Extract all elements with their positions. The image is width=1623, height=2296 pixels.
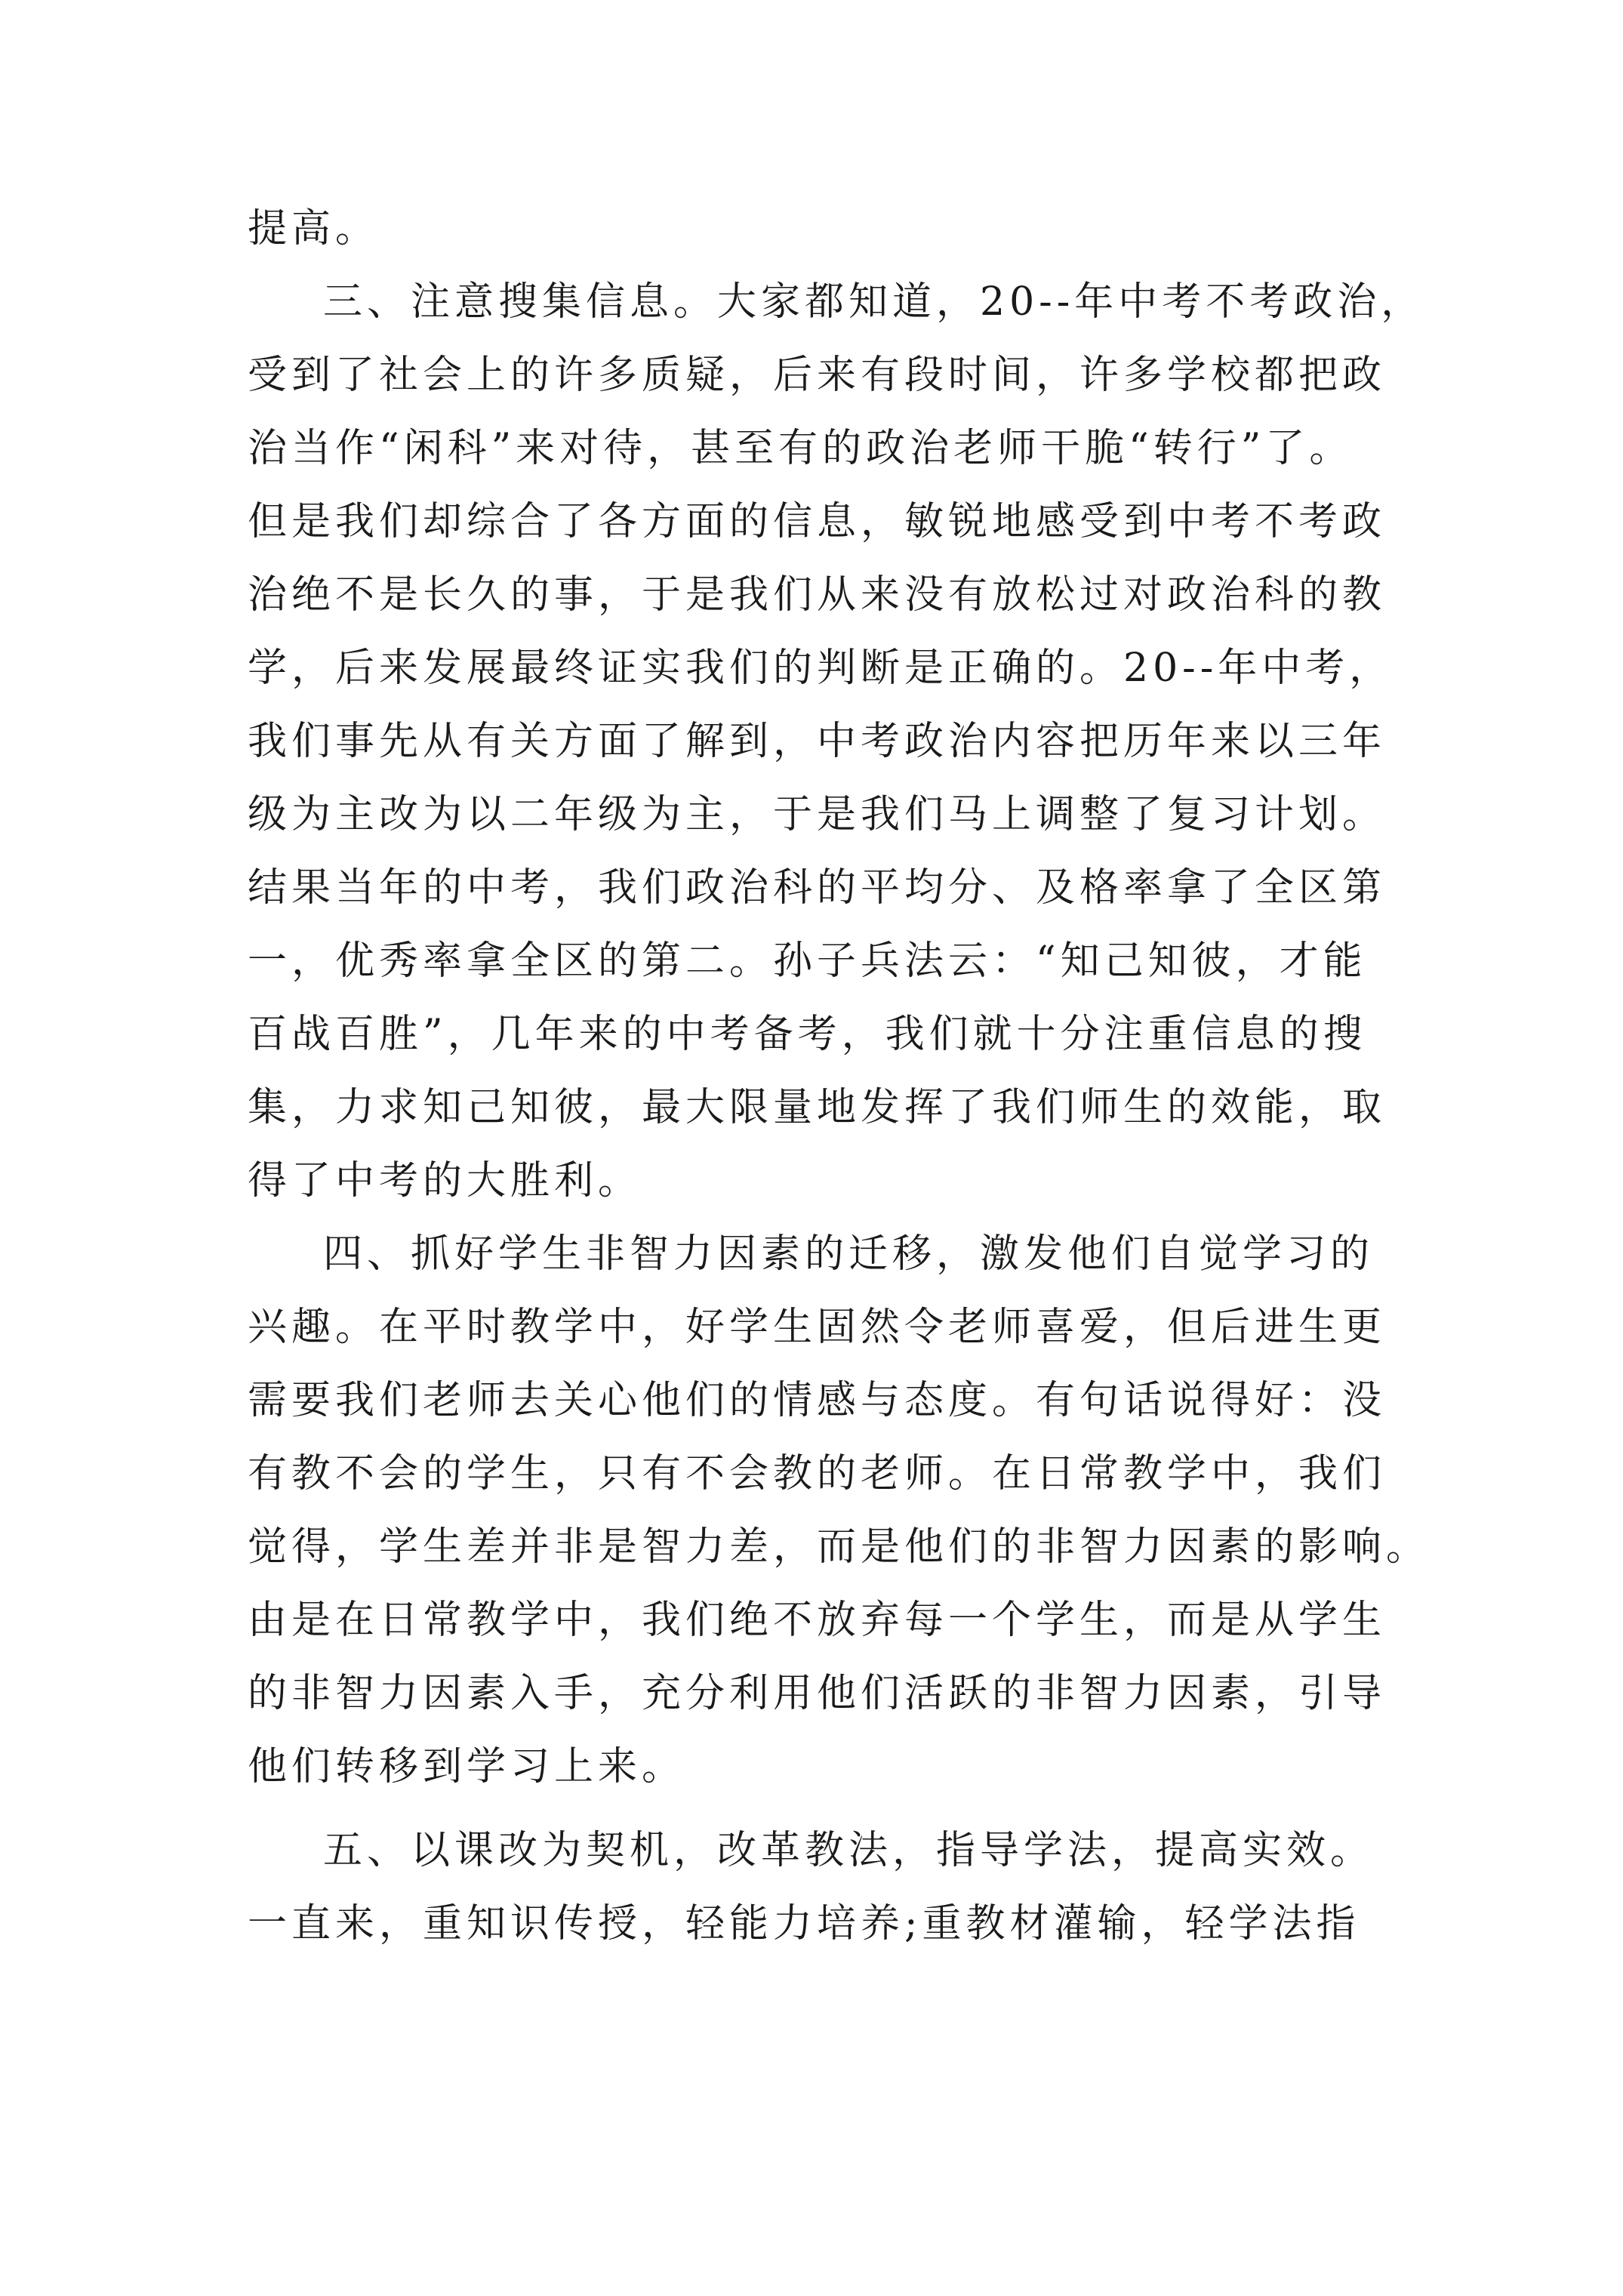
- text-line: 结果当年的中考，我们政治科的平均分、及格率拿了全区第: [248, 865, 1387, 911]
- paragraph-heading-4: 四、抓好学生非智力因素的迁移，激发他们自觉学习的: [323, 1231, 1375, 1277]
- text-line: 级为主改为以二年级为主，于是我们马上调整了复习计划。: [248, 792, 1387, 837]
- text-line: 由是在日常教学中，我们绝不放弃每一个学生，而是从学生: [248, 1598, 1387, 1643]
- text-line: 兴趣。在平时教学中，好学生固然令老师喜爱，但后进生更: [248, 1305, 1387, 1350]
- paragraph-gap: [248, 1804, 1410, 1814]
- paragraph-heading-3: 三、注意搜集信息。大家都知道，20--年中考不考政治，: [323, 279, 1425, 325]
- text-line: 但是我们却综合了各方面的信息，敏锐地感受到中考不考政: [248, 499, 1387, 544]
- text-line: 治绝不是长久的事，于是我们从来没有放松过对政治科的教: [248, 572, 1387, 618]
- text-line: 学，后来发展最终证实我们的判断是正确的。20--年中考，: [248, 646, 1394, 691]
- text-line: 治当作“闲科”来对待，甚至有的政治老师干脆“转行”了。: [248, 426, 1354, 471]
- text-line: 得了中考的大胜利。: [248, 1158, 642, 1203]
- text-line: 需要我们老师去关心他们的情感与态度。有句话说得好：没: [248, 1378, 1387, 1423]
- text-line: 百战百胜”，几年来的中考备考，我们就十分注重信息的搜: [248, 1012, 1367, 1057]
- text-line: 我们事先从有关方面了解到，中考政治内容把历年来以三年: [248, 719, 1387, 764]
- text-line: 一，优秀率拿全区的第二。孙子兵法云：“知己知彼，才能: [248, 938, 1367, 984]
- text-line: 受到了社会上的许多质疑，后来有段时间，许多学校都把政: [248, 353, 1387, 398]
- text-line: 觉得，学生差并非是智力差，而是他们的非智力因素的影响。: [248, 1524, 1431, 1570]
- text-line: 提高。: [248, 206, 380, 251]
- text-line: 有教不会的学生，只有不会教的老师。在日常教学中，我们: [248, 1451, 1387, 1496]
- paragraph-heading-5: 五、以课改为契机，改革教法，指导学法，提高实效。: [323, 1828, 1375, 1873]
- text-line: 一直来，重知识传授，轻能力培养;重教材灌输，轻学法指: [248, 1901, 1360, 1946]
- text-line: 集，力求知己知彼，最大限量地发挥了我们师生的效能，取: [248, 1085, 1387, 1130]
- text-line: 他们转移到学习上来。: [248, 1744, 686, 1789]
- text-line: 的非智力因素入手，充分利用他们活跃的非智力因素，引导: [248, 1671, 1387, 1716]
- body-text: [248, 193, 1431, 1961]
